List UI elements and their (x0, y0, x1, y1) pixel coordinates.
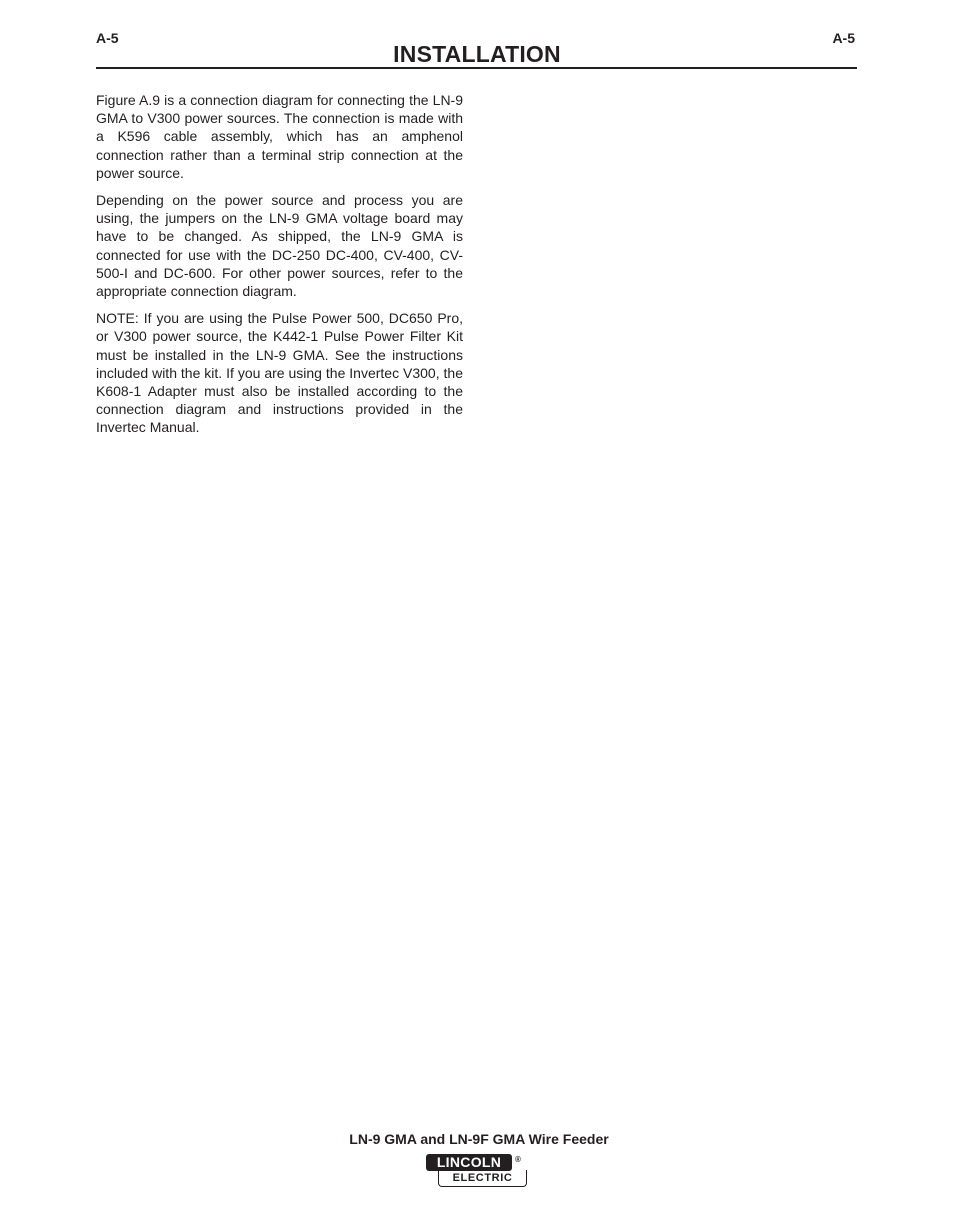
paragraph-note: NOTE: If you are using the Pulse Power 500, DC650 Pro, or V300 power source, the K442-1 Pulse Power Filter Kit must be installed in the LN-9 GMA. See the instructions included with the kit. If you are using the Invertec V300, the K608-1 Adapter must also be installed according to the connection diagram and instructions provided in the Invertec Manual. (96, 310, 463, 436)
logo-electric-text: ELECTRIC (438, 1170, 527, 1187)
logo-registered-mark: ® (515, 1155, 521, 1164)
footer-product-title: LN-9 GMA and LN-9F GMA Wire Feeder (349, 1131, 609, 1147)
lincoln-electric-logo (426, 1154, 528, 1190)
body-column (96, 91, 463, 446)
page-number-right: A-5 (832, 30, 855, 46)
logo-lincoln-text: LINCOLN (426, 1154, 512, 1171)
paragraph-figure-a9: Figure A.9 is a connection diagram for connecting the LN-9 GMA to V300 power sources. The connection is made with a K596 cable assembly, which has an amphenol connection rather than a terminal strip connection at the power source. (96, 92, 463, 181)
page-number-left: A-5 (96, 30, 119, 46)
section-title: INSTALLATION (393, 41, 561, 67)
header-rule (96, 67, 857, 69)
paragraph-jumpers: Depending on the power source and process you are using, the jumpers on the LN-9 GMA voltage board may have to be changed. As shipped, the LN-9 GMA is connected for use with the DC-250 DC-400, CV-400, CV-500-I and DC-600. For other power sources, refer to the appropriate connection diagram. (96, 192, 463, 300)
